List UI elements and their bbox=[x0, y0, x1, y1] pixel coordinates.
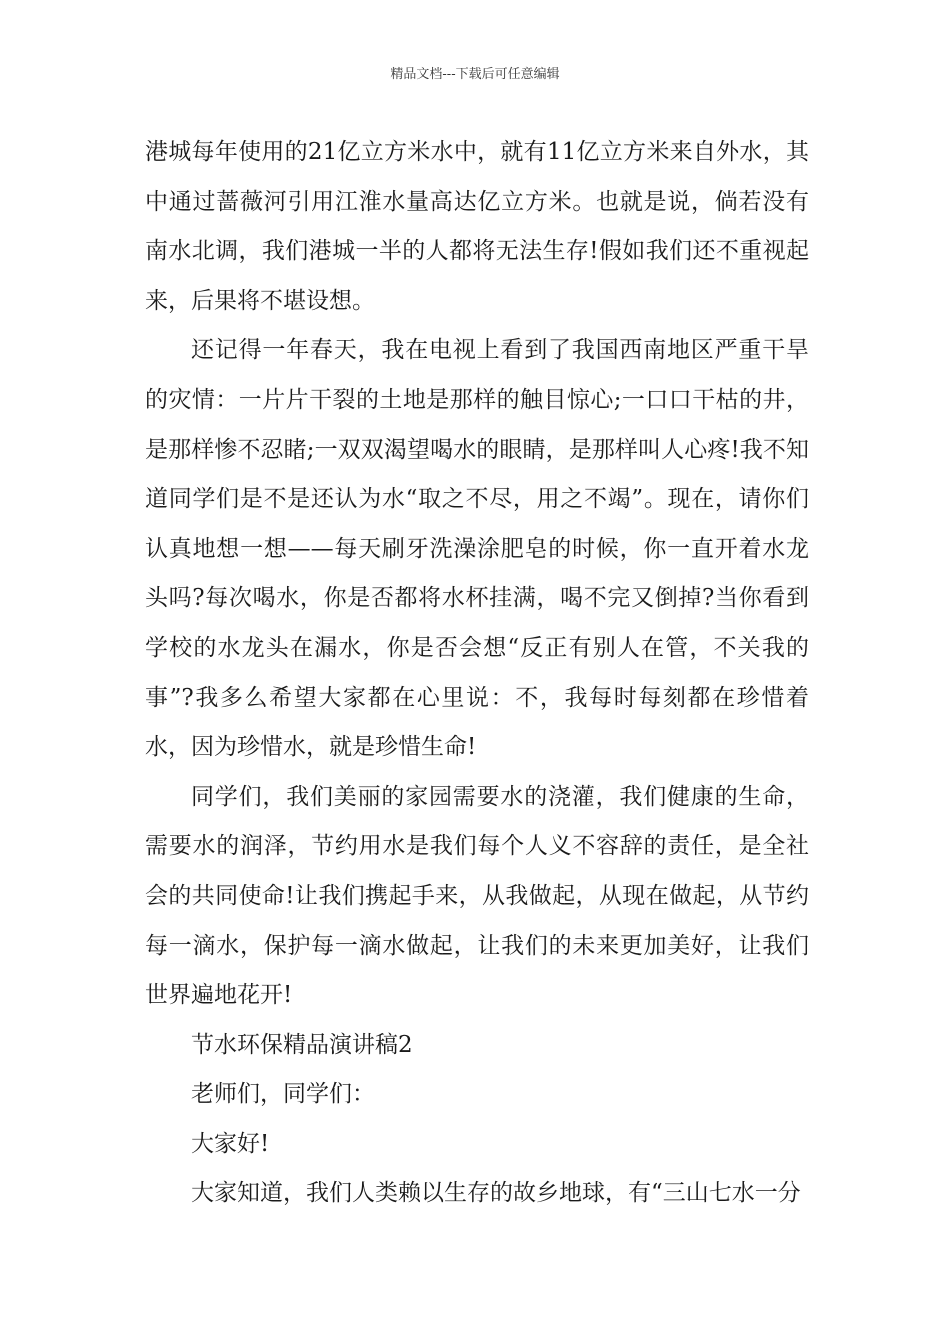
paragraph: 同学们，我们美丽的家园需要水的浇灌，我们健康的生命，需要水的润泽，节约用水是我们每个人义不容辞的责任，是全社会的共同使命!让我们携起手来，从我做起，从现在做起，从节约每一滴水，保护每一滴水做起，让我们的未来更加美好，让我们世界遍地花开! bbox=[145, 783, 809, 1009]
section-title: 节水环保精品演讲稿2 bbox=[191, 1031, 413, 1058]
document-body bbox=[145, 128, 809, 1219]
paragraph: 港城每年使用的21亿立方米水中，就有11亿立方米来自外水，其中通过蔷薇河引用江淮水量高达亿立方米。也就是说，倘若没有南水北调，我们港城一半的人都将无法生存!假如我们还不重视起来，后果将不堪设想。 bbox=[145, 139, 809, 314]
salutation: 老师们，同学们： bbox=[191, 1081, 375, 1108]
paragraph: 还记得一年春天，我在电视上看到了我国西南地区严重干旱的灾情：一片片干裂的土地是那样的触目惊心;一口口干枯的井，是那样惨不忍睹;一双双渴望喝水的眼睛，是那样叫人心疼!我不知道同学们是不是还认为水“取之不尽，用之不竭”。现在，请你们认真地想一想——每天刷牙洗澡涂肥皂的时候，你一直开着水龙头吗?每次喝水，你是否都将水杯挂满，喝不完又倒掉?当你看到学校的水龙头在漏水，你是否会想“反正有别人在管，不关我的事”?我多么希望大家都在心里说：不，我每时每刻都在珍惜着水，因为珍惜水，就是珍惜生命! bbox=[145, 337, 809, 761]
greeting: 大家好! bbox=[191, 1130, 270, 1157]
page-header: 精品文档---下载后可任意编辑 bbox=[390, 67, 560, 82]
paragraph: 大家知道，我们人类赖以生存的故乡地球，有“三山七水一分 bbox=[191, 1180, 801, 1207]
